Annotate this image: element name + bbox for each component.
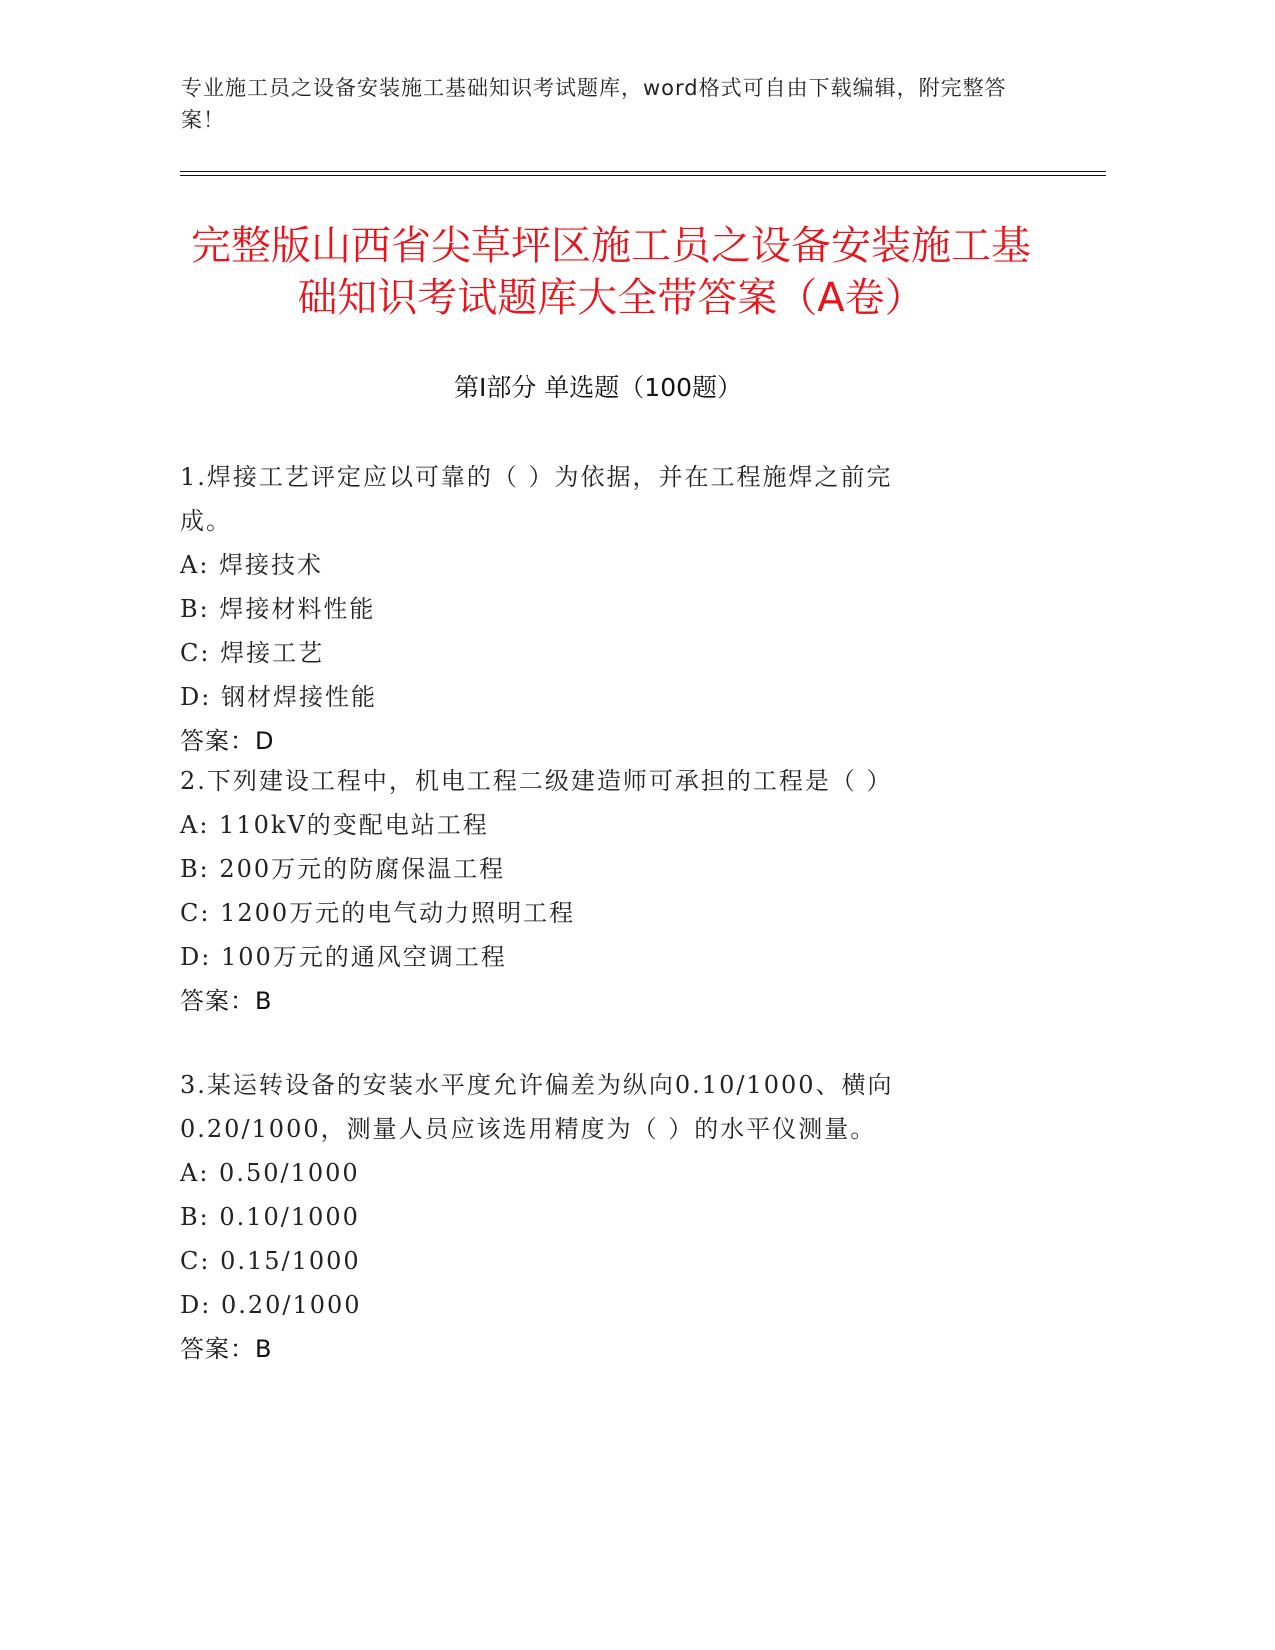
question-stem: 3.某运转设备的安装水平度允许偏差为纵向0.10/1000、横向0.20/1000，测量人员应该选用精度为（ ）的水平仪测量。	[180, 1071, 894, 1143]
option-b: B: 0.10/1000	[180, 1203, 360, 1231]
question-3	[180, 1063, 940, 1371]
option-a: A: 焊接技术	[180, 551, 324, 579]
question-1	[180, 455, 940, 763]
question-stem: 1.焊接工艺评定应以可靠的（ ）为依据，并在工程施焊之前完成。	[180, 463, 893, 535]
answer: 答案：B	[180, 1335, 273, 1363]
section-title: 第Ⅰ部分 单选题（100题）	[453, 373, 743, 402]
document-title: 完整版山西省尖草坪区施工员之设备安装施工基础知识考试题库大全带答案（A卷）	[191, 223, 1031, 321]
option-d: D: 钢材焊接性能	[180, 683, 377, 711]
option-b: B: 焊接材料性能	[180, 595, 376, 623]
option-a: A: 110kV的变配电站工程	[180, 811, 489, 839]
answer: 答案：B	[180, 987, 273, 1015]
answer: 答案：D	[180, 727, 275, 755]
question-stem: 2.下列建设工程中，机电工程二级建造师可承担的工程是（ ）	[180, 767, 893, 795]
option-c: C: 0.15/1000	[180, 1247, 361, 1275]
header-divider-bottom	[180, 175, 1106, 176]
option-c: C: 1200万元的电气动力照明工程	[180, 899, 576, 927]
option-b: B: 200万元的防腐保温工程	[180, 855, 506, 883]
header-divider-top	[180, 171, 1106, 172]
option-c: C: 焊接工艺	[180, 639, 325, 667]
option-d: D: 100万元的通风空调工程	[180, 943, 507, 971]
option-a: A: 0.50/1000	[180, 1159, 360, 1187]
header-note: 专业施工员之设备安装施工基础知识考试题库，word格式可自由下载编辑，附完整答案！	[181, 76, 1007, 132]
option-d: D: 0.20/1000	[180, 1291, 362, 1319]
question-2	[180, 759, 940, 1023]
